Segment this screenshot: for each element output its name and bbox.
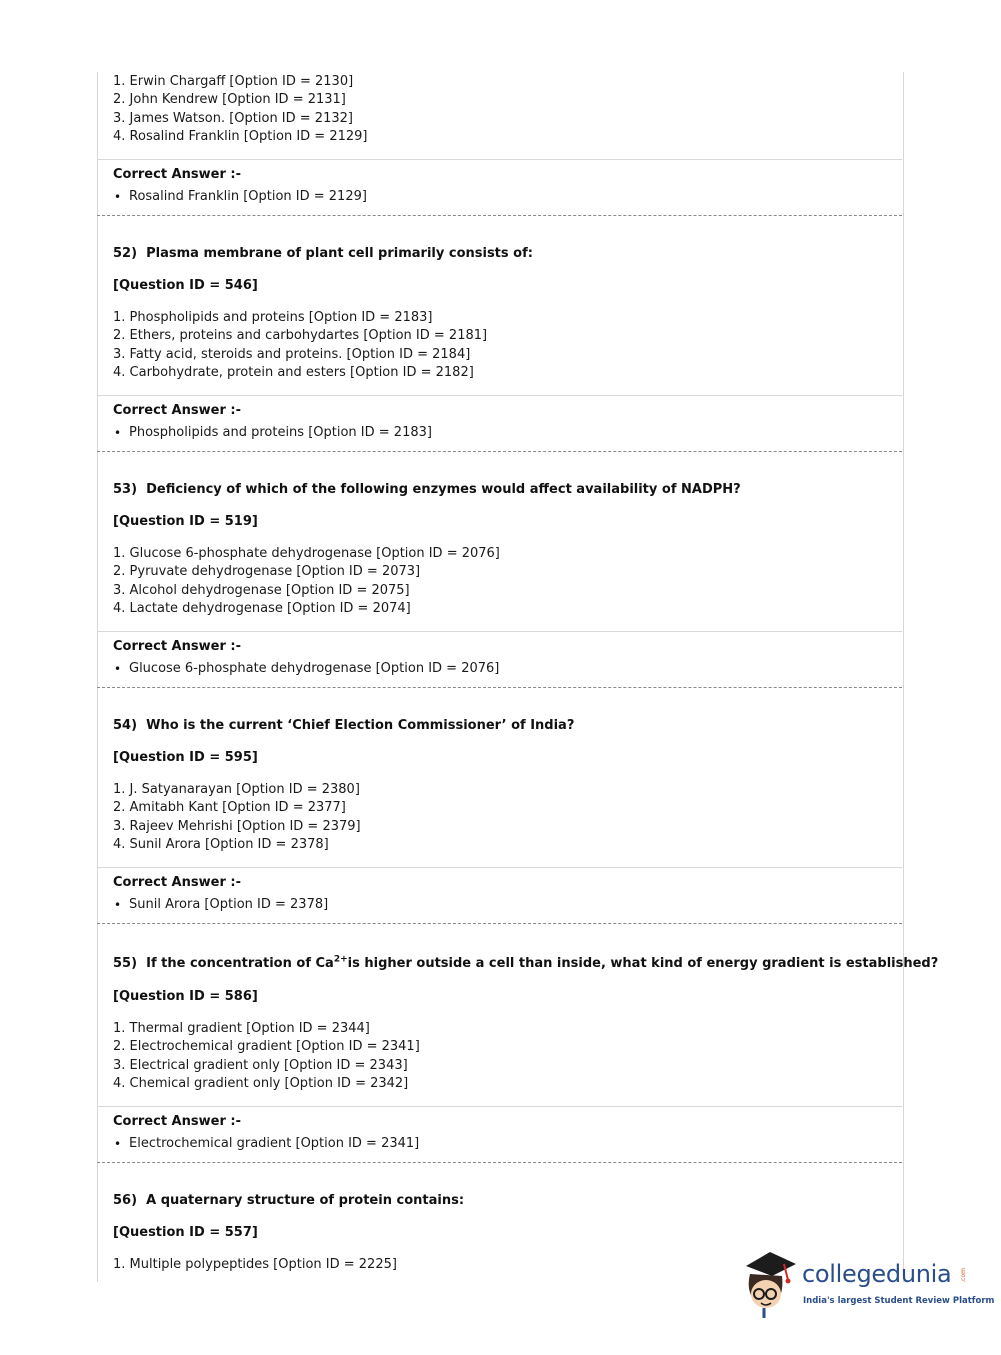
question-number: 55)	[113, 956, 138, 971]
logo-tagline: India's largest Student Review Platform	[803, 1296, 995, 1306]
option-q53-1: 1. Glucose 6-phosphate dehydrogenase [Option ID = 2076]	[113, 546, 500, 561]
bullet-icon: •	[114, 662, 122, 676]
question-56-title	[113, 1192, 464, 1210]
option-q51-3: 3. James Watson. [Option ID = 2132]	[113, 111, 353, 126]
divider	[97, 159, 902, 160]
bullet-icon: •	[114, 898, 122, 912]
option-q52-4: 4. Carbohydrate, protein and esters [Option ID = 2182]	[113, 365, 474, 380]
collegedunia-logo	[740, 1250, 995, 1320]
correct-answer-q53: Glucose 6-phosphate dehydrogenase [Option ID = 2076]	[129, 661, 500, 676]
question-id-52: [Question ID = 546]	[113, 278, 258, 293]
divider	[97, 631, 902, 632]
question-id-53: [Question ID = 519]	[113, 514, 258, 529]
mascot-icon	[740, 1250, 802, 1320]
option-q54-3: 3. Rajeev Mehrishi [Option ID = 2379]	[113, 819, 361, 834]
question-text: Deficiency of which of the following enzymes would affect availability of NADPH?	[146, 482, 741, 497]
option-q53-2: 2. Pyruvate dehydrogenase [Option ID = 2073]	[113, 564, 421, 579]
option-q54-2: 2. Amitabh Kant [Option ID = 2377]	[113, 800, 346, 815]
question-text: A quaternary structure of protein contains:	[146, 1193, 465, 1208]
question-id-54: [Question ID = 595]	[113, 750, 258, 765]
divider	[97, 395, 902, 396]
correct-answer-label: Correct Answer :-	[113, 639, 241, 654]
correct-answer-label: Correct Answer :-	[113, 403, 241, 418]
correct-answer-q51: Rosalind Franklin [Option ID = 2129]	[129, 189, 367, 204]
bullet-icon: •	[114, 1137, 122, 1151]
correct-answer-label: Correct Answer :-	[113, 875, 241, 890]
divider	[97, 867, 902, 868]
question-55-title	[113, 955, 938, 973]
question-52-title	[113, 245, 533, 263]
question-separator	[97, 215, 902, 216]
question-separator	[97, 451, 902, 452]
option-q55-1: 1. Thermal gradient [Option ID = 2344]	[113, 1021, 370, 1036]
option-q54-4: 4. Sunil Arora [Option ID = 2378]	[113, 837, 329, 852]
option-q54-1: 1. J. Satyanarayan [Option ID = 2380]	[113, 782, 360, 797]
question-number: 56)	[113, 1193, 138, 1208]
bullet-icon: •	[114, 426, 122, 440]
option-q53-3: 3. Alcohol dehydrogenase [Option ID = 2075]	[113, 583, 410, 598]
option-q51-1: 1. Erwin Chargaff [Option ID = 2130]	[113, 74, 354, 89]
option-q55-2: 2. Electrochemical gradient [Option ID = 2341]	[113, 1039, 420, 1054]
option-q52-2: 2. Ethers, proteins and carbohydartes [Option ID = 2181]	[113, 328, 488, 343]
question-number: 53)	[113, 482, 138, 497]
question-text-after: is higher outside a cell than inside, what kind of energy gradient is established?	[347, 956, 939, 971]
correct-answer-q55: Electrochemical gradient [Option ID = 2341]	[129, 1136, 420, 1151]
question-53-title	[113, 481, 741, 499]
question-id-56: [Question ID = 557]	[113, 1225, 258, 1240]
logo-wordmark: collegedunia	[802, 1260, 952, 1288]
superscript: 2+	[333, 954, 348, 965]
option-q52-1: 1. Phospholipids and proteins [Option ID = 2183]	[113, 310, 433, 325]
question-text-before: If the concentration of Ca	[146, 956, 334, 971]
question-separator	[97, 1162, 902, 1163]
question-separator	[97, 687, 902, 688]
question-number: 54)	[113, 718, 138, 733]
correct-answer-label: Correct Answer :-	[113, 1114, 241, 1129]
question-54-title	[113, 717, 574, 735]
option-q56-1: 1. Multiple polypeptides [Option ID = 2225]	[113, 1257, 397, 1272]
logo-suffix: .com	[960, 1268, 967, 1283]
option-q51-2: 2. John Kendrew [Option ID = 2131]	[113, 92, 346, 107]
option-q52-3: 3. Fatty acid, steroids and proteins. [Option ID = 2184]	[113, 347, 471, 362]
question-text: Plasma membrane of plant cell primarily consists of:	[146, 246, 533, 261]
question-id-55: [Question ID = 586]	[113, 989, 258, 1004]
option-q53-4: 4. Lactate dehydrogenase [Option ID = 2074]	[113, 601, 411, 616]
question-number: 52)	[113, 246, 138, 261]
question-text: Who is the current ‘Chief Election Commissioner’ of India?	[146, 718, 575, 733]
option-q51-4: 4. Rosalind Franklin [Option ID = 2129]	[113, 129, 368, 144]
question-separator	[97, 923, 902, 924]
option-q55-4: 4. Chemical gradient only [Option ID = 2342]	[113, 1076, 409, 1091]
divider	[97, 1106, 902, 1107]
bullet-icon: •	[114, 190, 122, 204]
correct-answer-label: Correct Answer :-	[113, 167, 241, 182]
correct-answer-q52: Phospholipids and proteins [Option ID = 2183]	[129, 425, 432, 440]
correct-answer-q54: Sunil Arora [Option ID = 2378]	[129, 897, 329, 912]
option-q55-3: 3. Electrical gradient only [Option ID = 2343]	[113, 1058, 408, 1073]
